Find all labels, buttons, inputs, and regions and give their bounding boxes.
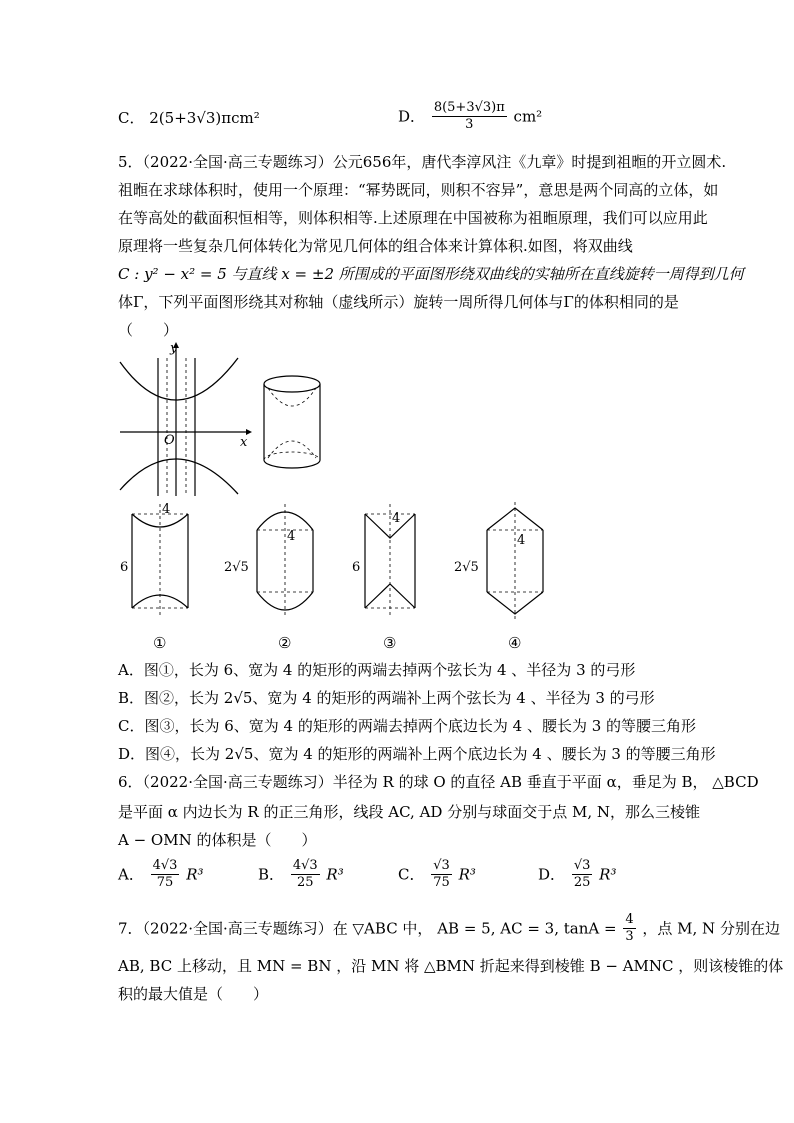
q6-option-d-fraction	[572, 858, 593, 891]
figure-3-side-label: 6	[352, 560, 361, 575]
figure-2-side-label: 2√5	[224, 560, 249, 575]
q7-tan-fraction	[623, 912, 635, 945]
q6-option-c-label: C．	[398, 865, 425, 884]
q5-line-1: 5．（2022·全国·高三专题练习）公元656年，唐代李淳风注《九章》时提到祖暅的开立圆术.	[118, 153, 727, 171]
q6-option-d-den: 25	[573, 875, 591, 890]
q6-option-b-num: 4√3	[292, 858, 318, 873]
q6-option-b-label: B．	[258, 865, 285, 884]
q5-line-2: 祖暅在求球体积时，使用一个原理：“幂势既同，则积不容异”，意思是两个同高的立体，如	[118, 181, 719, 199]
q6-option-a-label: A．	[118, 865, 144, 884]
q7-line-1-post: ，点 M, N 分别在边	[642, 919, 780, 938]
figure-3-top-label: 4	[392, 511, 401, 526]
hyperbola-graph	[118, 340, 253, 498]
q6-option-c	[398, 858, 476, 891]
q6-option-d-tail: R³	[599, 865, 617, 884]
figure-3	[352, 504, 415, 652]
q5-line-6: 体Γ，下列平面图形绕其对称轴（虚线所示）旋转一周所得几何体与Γ的体积相同的是	[118, 293, 679, 311]
figure-4-side-label: 2√5	[454, 560, 479, 575]
q5-option-d: D．图④，长为 2√5、宽为 4 的矩形的两端补上两个底边长为 4 、腰长为 3 的等腰三角形	[118, 745, 716, 763]
q6-option-d	[538, 858, 616, 891]
q5-line-5: C : y² − x² = 5 与直线 x = ±2 所围成的平面图形绕双曲线的实轴所在直线旋转一周得到几何	[118, 265, 744, 283]
q6-option-a-fraction	[151, 858, 180, 891]
q5-option-a: A．图①，长为 6、宽为 4 的矩形的两端去掉两个弦长为 4 、半径为 3 的弓形	[118, 661, 636, 679]
q6-option-c-num: √3	[433, 858, 450, 873]
graph-x-label: x	[240, 435, 248, 450]
q7-line-3: 积的最大值是（ ）	[118, 985, 269, 1003]
q7-tan-num: 4	[625, 912, 634, 927]
q6-option-b-fraction	[291, 858, 320, 891]
q6-option-b-tail: R³	[326, 865, 344, 884]
q6-option-b-den: 25	[296, 875, 314, 890]
q6-option-a-den: 75	[156, 875, 174, 890]
figure-1-side-label: 6	[120, 560, 129, 575]
q4-option-c-label: C．	[118, 109, 145, 127]
graph-origin-label: O	[164, 433, 175, 448]
q7-line-1-pre: 7．（2022·全国·高三专题练习）在 ▽ABC 中， AB = 5, AC = 3, tanA =	[118, 919, 617, 938]
q6-option-a-num: 4√3	[152, 858, 178, 873]
figure-1-top-label: 4	[162, 502, 171, 517]
q5-option-b: B．图②，长为 2√5、宽为 4 的矩形的两端补上两个弦长为 4 、半径为 3 的弓形	[118, 689, 655, 707]
q4-option-d	[398, 100, 542, 133]
q6-option-d-num: √3	[573, 858, 591, 873]
q6-option-c-den: 75	[433, 875, 450, 890]
q5-line-4: 原理将一些复杂几何体转化为常见几何体的组合体来计算体积.如图，将双曲线	[118, 237, 633, 255]
q4-option-d-fraction	[432, 100, 507, 133]
figure-1	[120, 502, 188, 652]
q4-option-d-numerator: 8(5+3√3)π	[433, 100, 505, 115]
figure-1-caption: ①	[153, 634, 167, 652]
q5-option-c: C．图③，长为 6、宽为 4 的矩形的两端去掉两个底边长为 4 、腰长为 3 的等腰三角形	[118, 717, 697, 735]
q5-line-7: （ ）	[118, 321, 179, 339]
q4-option-c-expr: 2(5+3√3)πcm²	[149, 109, 260, 127]
graph-y-label: y	[170, 341, 178, 356]
q4-option-c	[118, 108, 260, 128]
figure-4-caption: ④	[508, 634, 522, 652]
q6-option-a	[118, 858, 204, 891]
figure-3-caption: ③	[383, 634, 397, 652]
figure-2-caption: ②	[278, 634, 292, 652]
figure-2-top-label: 4	[287, 529, 296, 544]
q6-line-2: 是平面 α 内边长为 R 的正三角形，线段 AC, AD 分别与球面交于点 M, N，那么三棱锥	[118, 803, 700, 821]
figure-4-top-label: 4	[517, 533, 526, 548]
q5-line-3: 在等高处的截面积恒相等，则体积相等.上述原理在中国被称为祖暅原理，我们可以应用此	[118, 209, 708, 227]
figure-2	[224, 504, 313, 652]
q4-option-d-denominator: 3	[465, 117, 474, 132]
q6-option-b	[258, 858, 344, 891]
q4-option-d-label: D．	[398, 107, 426, 126]
figure-4	[454, 502, 543, 652]
q6-option-a-tail: R³	[186, 865, 204, 884]
option-figures	[110, 500, 580, 655]
q6-option-c-fraction	[431, 858, 452, 891]
q7-line-1	[118, 912, 780, 945]
q7-tan-den: 3	[625, 929, 634, 944]
q6-line-3: A − OMN 的体积是（ ）	[118, 831, 317, 849]
q6-line-1: 6．（2022·全国·高三专题练习）半径为 R 的球 O 的直径 AB 垂直于平面 α，垂足为 B， △BCD	[118, 773, 759, 791]
cylinder-figure	[258, 372, 326, 472]
q4-option-d-unit: cm²	[513, 107, 543, 126]
q7-line-2: AB, BC 上移动，且 MN = BN ，沿 MN 将 △BMN 折起来得到棱锥 B − AMNC ，则该棱锥的体	[118, 957, 784, 975]
q6-option-c-tail: R³	[458, 865, 476, 884]
q6-option-d-label: D．	[538, 865, 566, 884]
